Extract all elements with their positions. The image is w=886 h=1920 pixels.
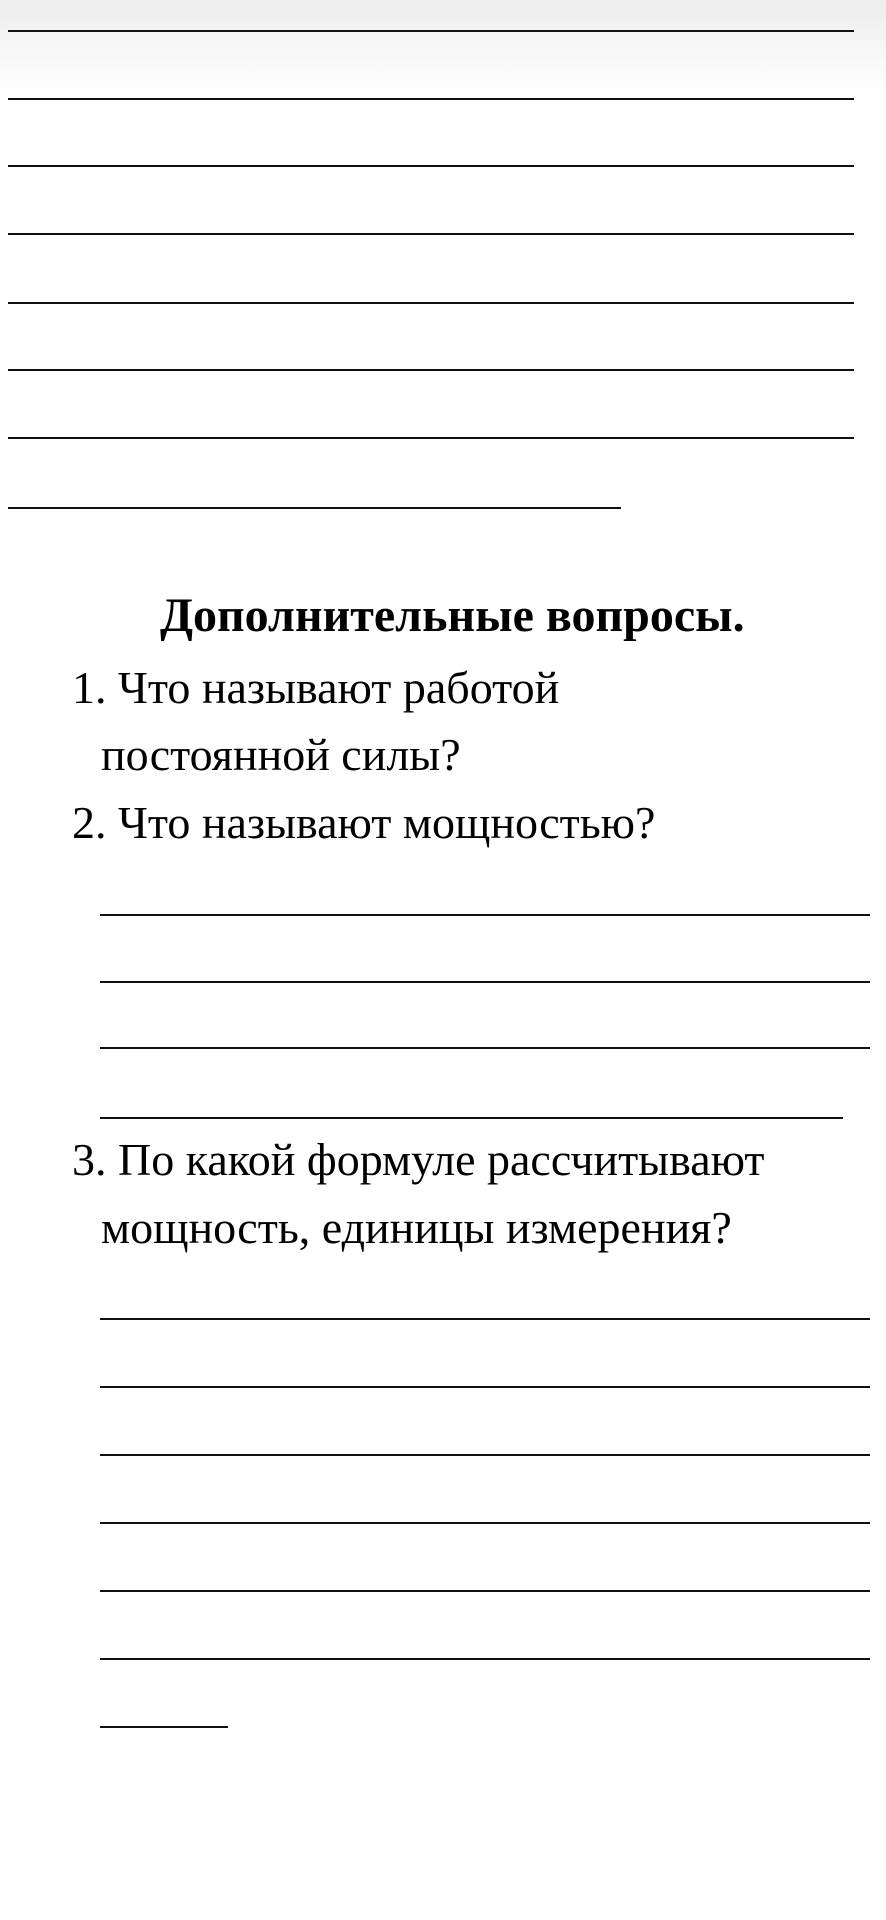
question-3-line-1: 3. По какой формуле рассчитывают xyxy=(72,1134,765,1185)
answer-line xyxy=(8,369,854,371)
top-shadow xyxy=(0,0,886,90)
answer-line xyxy=(100,1386,870,1388)
question-3-line-2: мощность, единицы измерения? xyxy=(101,1202,732,1253)
answer-line xyxy=(100,1117,843,1119)
answer-line xyxy=(100,981,870,983)
question-1-line-1: 1. Что называют работой xyxy=(72,662,560,713)
answer-line xyxy=(100,1454,870,1456)
answer-line xyxy=(8,233,854,235)
question-2-line-1: 2. Что называют мощностью? xyxy=(72,797,656,848)
answer-line xyxy=(8,507,621,509)
answer-line xyxy=(8,302,854,304)
question-1-line-2: постоянной силы? xyxy=(101,729,461,780)
answer-line xyxy=(100,1658,870,1660)
answer-line xyxy=(100,1047,870,1049)
answer-line xyxy=(8,165,854,167)
answer-line xyxy=(100,914,870,916)
answer-line xyxy=(8,437,854,439)
answer-line xyxy=(100,1318,870,1320)
answer-line xyxy=(8,98,854,100)
answer-line xyxy=(100,1522,870,1524)
answer-line xyxy=(8,30,854,32)
section-heading: Дополнительные вопросы. xyxy=(160,589,745,642)
answer-line xyxy=(100,1590,870,1592)
answer-line xyxy=(100,1726,228,1728)
